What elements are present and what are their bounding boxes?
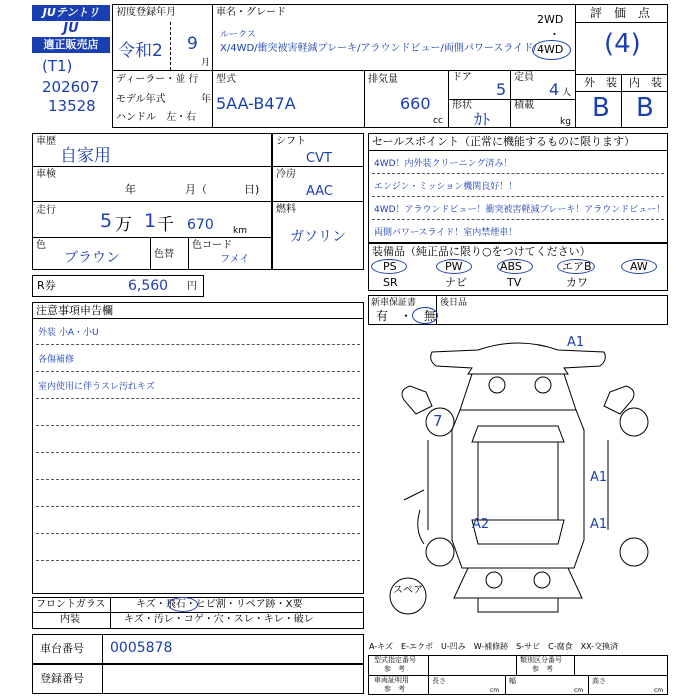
door-label: ドア: [452, 72, 472, 83]
sales-title: セールスポイント（正常に機能するものに限ります）: [372, 135, 636, 148]
equip-tv: TV: [507, 276, 522, 289]
damage-legend: A-キズ E-エクボ U-凹み W-補修跡 S-サビ C-腐食 XX-交換済: [369, 642, 619, 651]
spare-label: スペア: [393, 585, 423, 596]
mileage-unit: km: [233, 226, 247, 236]
dealer-row2: モデル年式: [116, 94, 166, 105]
later-label: 後日品: [440, 298, 468, 308]
mileage-sen-unit: 千: [157, 215, 174, 235]
equipment-title: 装備品（純正品に限り○をつけてください）: [372, 245, 591, 258]
sales-line-2: エンジン・ミッション機関良好！！: [374, 182, 518, 192]
ref-r2a: 車両証明用: [374, 676, 409, 684]
recycle-unit: 円: [187, 281, 197, 292]
equip-navi: ナビ: [445, 276, 467, 289]
color-value: ブラウン: [64, 250, 120, 266]
first-reg-month-unit: 月: [201, 58, 211, 68]
ref-r2b: 参 考: [384, 685, 405, 693]
drive-4wd: 4WD: [537, 43, 564, 56]
logo-mid: JU: [63, 21, 79, 36]
grade-text: X/4WD/衝突被害軽減ブレーキ/アラウンドビュー/両側パワースライド/: [220, 43, 537, 54]
sales-line-1: 4WD！内外装クリーニング済み！: [374, 159, 513, 169]
notes-line-1: 外装 小A・小U: [38, 328, 99, 338]
history-label: 車歴: [36, 136, 56, 147]
rating-score: (4): [604, 29, 641, 59]
front-glass-label: フロントガラス: [36, 599, 106, 610]
disp-label: 排気量: [368, 74, 398, 85]
ref-height: 高さ: [592, 677, 606, 685]
history-value: 自家用: [60, 146, 111, 166]
dmg-seven: 7: [433, 412, 443, 430]
dealer-row3: ハンドル 左・右: [116, 112, 196, 123]
mileage-sen: 1: [144, 210, 157, 232]
dmg-a2: A2: [472, 517, 490, 532]
model-name: ルークス: [220, 30, 256, 40]
left-id-code: (T1): [42, 57, 73, 75]
warranty-value: 有 ・ 無: [376, 309, 437, 323]
equip-ps: PS: [383, 260, 397, 273]
capacity-unit: 人: [562, 88, 572, 98]
dmg-a1-right-upper: A1: [590, 470, 608, 485]
recycle-value: 6,560: [128, 278, 169, 294]
ref-r1c: 類別区分番号: [520, 656, 562, 664]
logo-bottom: 適正販売店: [32, 37, 110, 53]
color-change-label: 色替: [154, 249, 174, 260]
notes-title: 注意事項申告欄: [36, 304, 113, 317]
mileage-label: 走行: [36, 205, 56, 216]
fuel-value: ガソリン: [290, 229, 346, 245]
type-label: 型式: [216, 74, 236, 85]
disp-unit: cc: [433, 116, 443, 126]
first-reg-month: 9: [187, 34, 198, 54]
name-label: 車名・グレード: [216, 7, 286, 18]
drive-4wd-circle: [532, 40, 571, 60]
ju-logo: [32, 5, 110, 53]
capacity-label: 定員: [514, 72, 534, 83]
inspection-day: 日): [244, 183, 260, 196]
inspection-year: 年: [125, 183, 136, 196]
front-glass-items: キズ・飛石・ヒビ割・リペア跡・X要: [136, 599, 303, 610]
ref-r1d: 参 考: [532, 665, 553, 673]
mileage-man: 5: [100, 210, 113, 232]
inspection-label: 車検: [36, 169, 56, 180]
ref-length-cm: cm: [490, 687, 500, 694]
rating-label: 評 価 点: [590, 6, 651, 20]
color-label: 色: [36, 240, 46, 251]
equip-aw: AW: [630, 260, 648, 273]
dealer-row2-unit: 年: [201, 94, 211, 105]
ref-r1b: 参 考: [384, 665, 405, 673]
notes-line-2: 各傷補修: [38, 355, 75, 365]
dmg-a1-right-lower: A1: [590, 517, 608, 532]
sales-line-4: 両側パワースライド！室内禁煙車！: [374, 228, 518, 238]
drive-dot: ・: [549, 28, 560, 41]
interior-items: キズ・汚レ・コゲ・穴・スレ・キレ・破レ: [124, 614, 314, 625]
ref-height-cm: cm: [654, 687, 664, 694]
type-value: 5AA-B47A: [216, 94, 296, 113]
interior-label: 内装: [60, 614, 80, 625]
recycle-label: R券: [37, 279, 56, 292]
door-value: 5: [496, 80, 507, 99]
mileage-rest: 670: [187, 217, 214, 233]
chassis-value: 0005878: [110, 640, 173, 656]
warranty-label: 新車保証書: [371, 298, 417, 308]
equip-airbag: エアB: [562, 260, 592, 273]
ref-width: 幅: [509, 677, 516, 685]
logo-top: JUテントリ: [32, 5, 110, 21]
shape-value: ｶﾄ: [474, 110, 491, 129]
equip-pw: PW: [445, 260, 463, 273]
registration-label: 登録番号: [40, 672, 84, 685]
aircon-value: AAC: [306, 184, 333, 199]
disp-value: 660: [400, 94, 431, 113]
load-label: 積載: [514, 100, 534, 111]
capacity-value: 4: [549, 80, 560, 99]
mileage-man-unit: 万: [115, 215, 132, 235]
equip-leather: カワ: [566, 276, 588, 289]
color-code: フメイ: [220, 254, 250, 265]
int-grade: B: [636, 93, 654, 123]
int-label: 内 装: [629, 76, 662, 89]
left-id-line2: 13528: [48, 97, 96, 115]
equip-sr: SR: [383, 276, 398, 289]
ref-r1a: 型式指定番号: [374, 656, 416, 664]
shift-label: シフト: [276, 136, 306, 147]
dealer-row1: ディーラー・並 行: [116, 74, 199, 85]
shift-value: CVT: [306, 151, 332, 166]
inspection-month: 月（: [185, 183, 207, 196]
load-unit: kg: [560, 117, 571, 127]
aircon-label: 冷房: [276, 169, 296, 180]
color-code-label: 色コード: [192, 240, 232, 251]
sales-line-3: 4WD！アラウンドビュー！衝突被害軽減ブレーキ！アラウンドビュー！: [374, 205, 666, 215]
shape-label: 形状: [452, 100, 472, 111]
ref-width-cm: cm: [574, 687, 584, 694]
ext-grade: B: [592, 93, 610, 123]
notes-line-3: 室内使用に伴うスレ汚れキズ: [38, 382, 155, 392]
fuel-label: 燃料: [276, 204, 296, 215]
ext-label: 外 装: [584, 76, 617, 89]
equip-abs: ABS: [500, 260, 522, 273]
dmg-a1-top: A1: [567, 335, 585, 350]
left-id-line1: 202607: [42, 78, 100, 96]
first-reg-label: 初度登録年月: [116, 7, 176, 18]
first-reg-era: 令和2: [118, 41, 163, 61]
drive-2wd: 2WD: [537, 13, 564, 26]
chassis-label: 車台番号: [40, 642, 84, 655]
ref-length: 長さ: [432, 677, 446, 685]
